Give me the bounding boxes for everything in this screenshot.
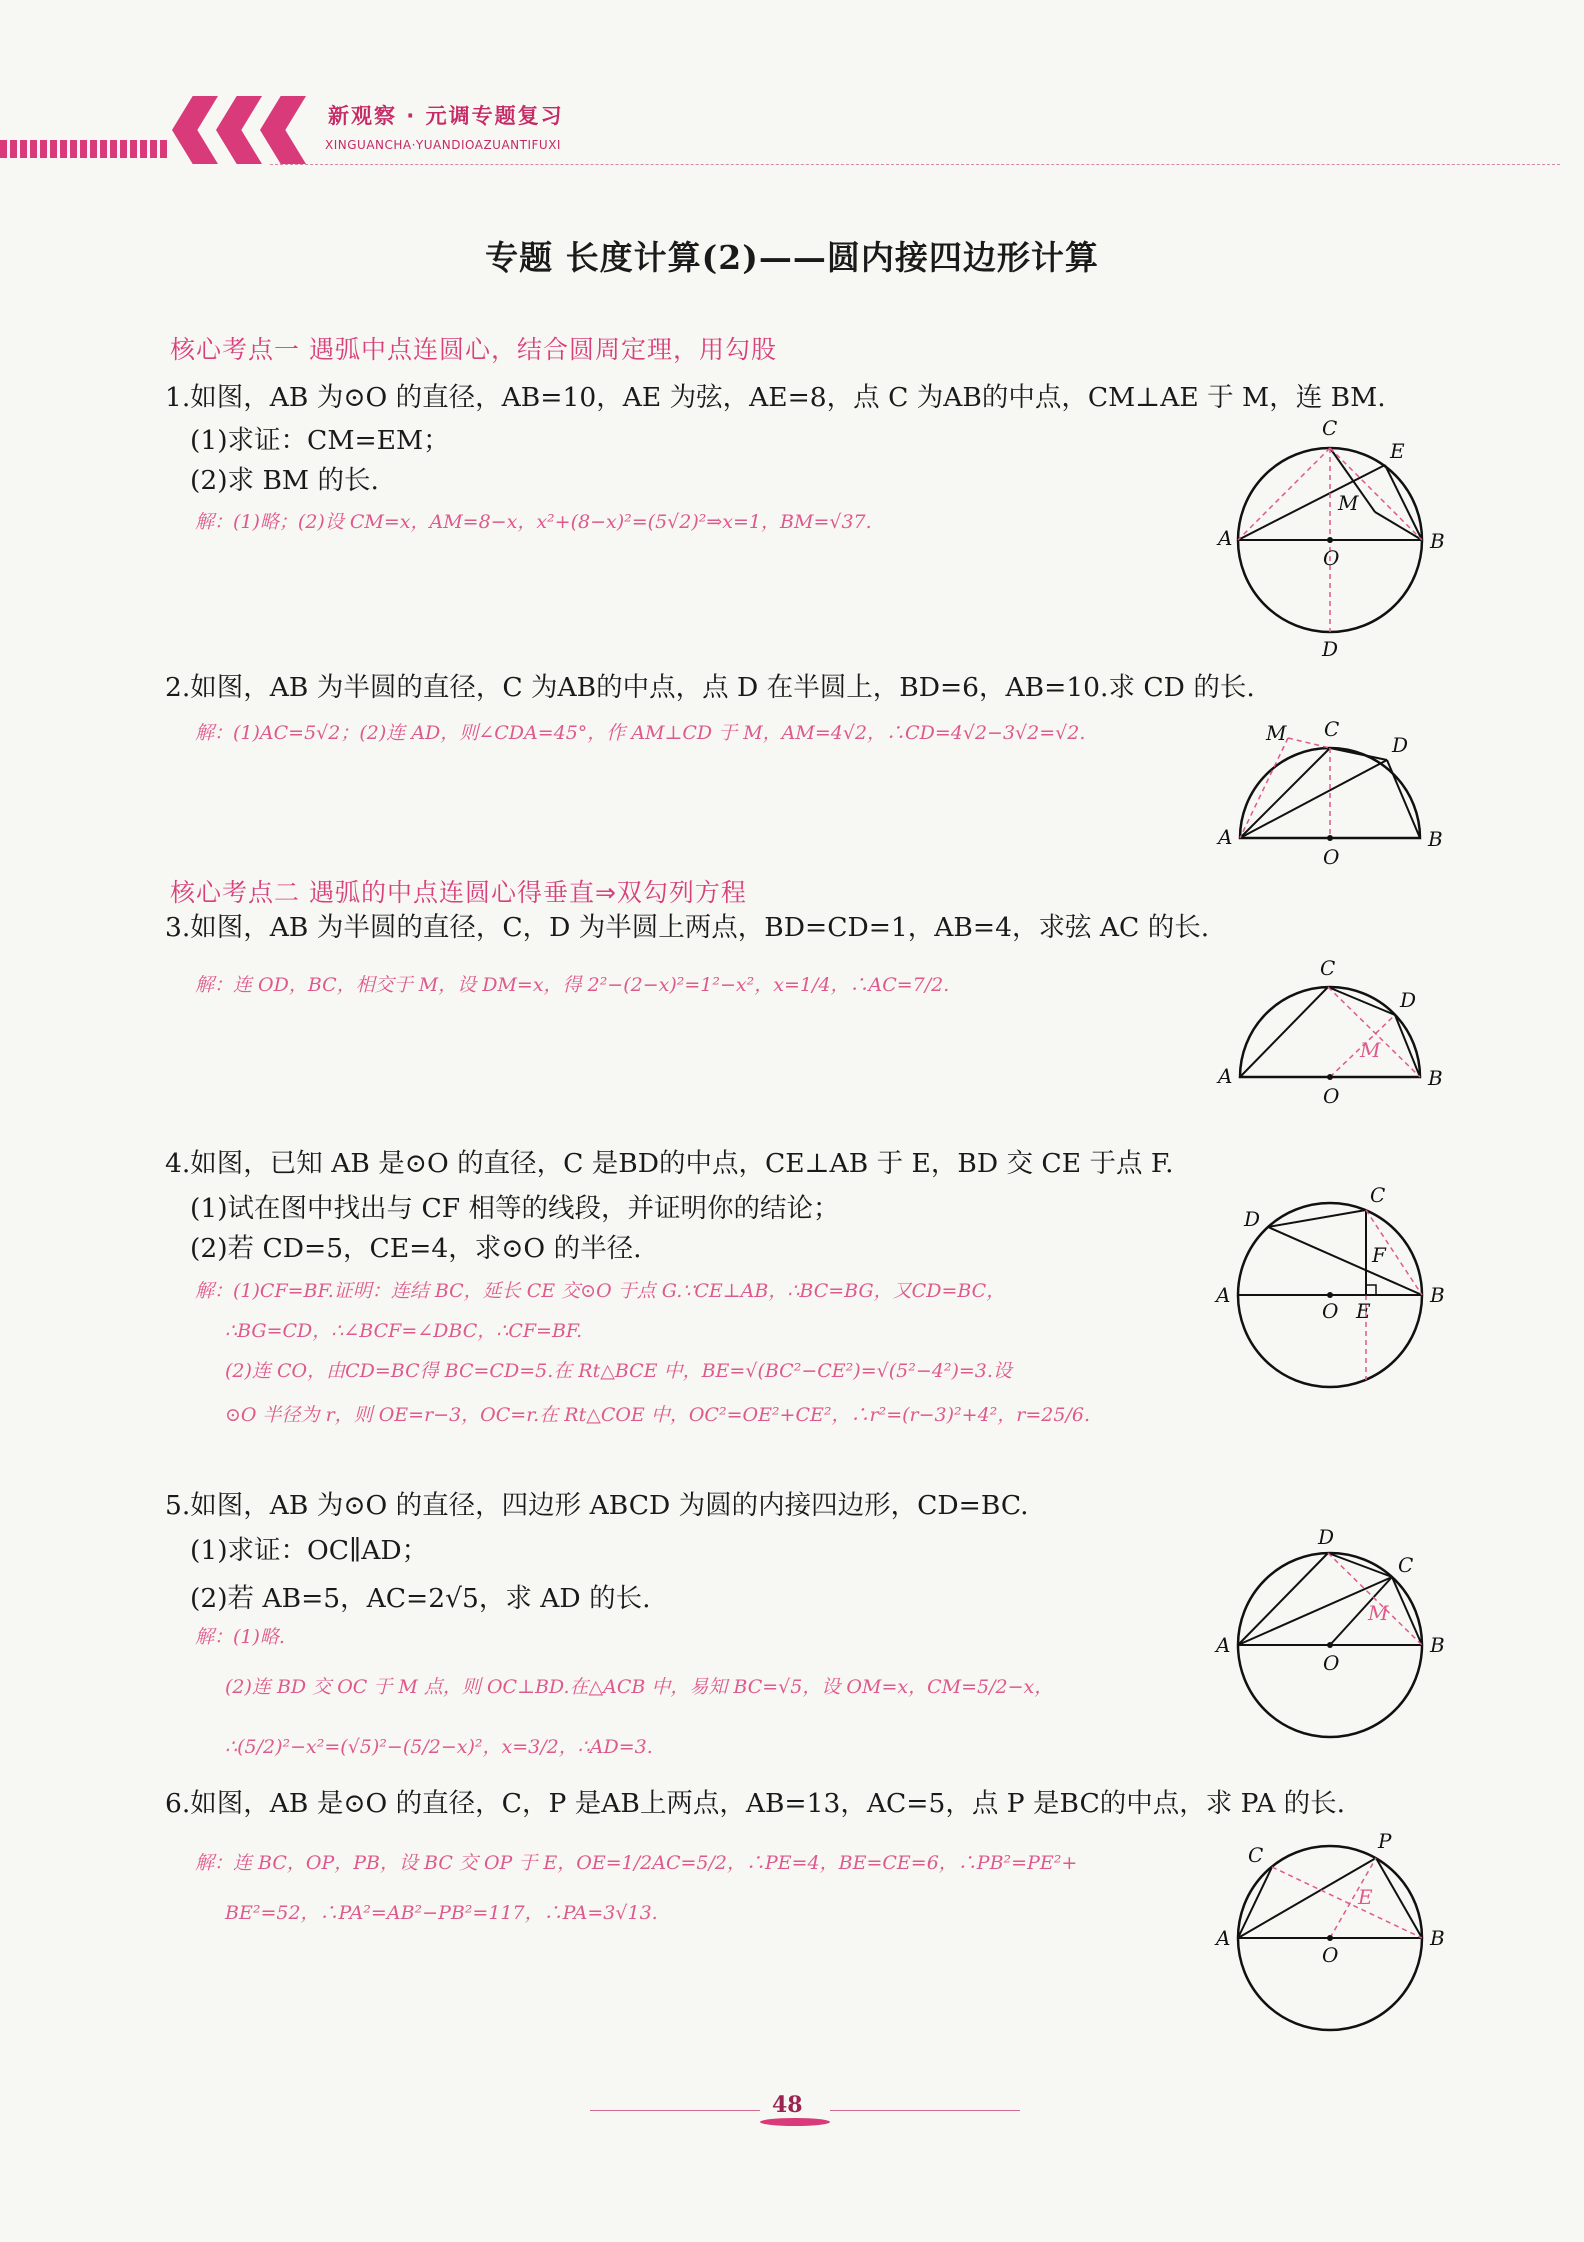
figure-label: O <box>1322 1299 1339 1323</box>
figure-label: M <box>1368 1601 1389 1625</box>
problem-5-solution-line: ∴(5/2)²−x²=(√5)²−(5/2−x)²，x=3/2，∴AD=3. <box>225 1736 653 1758</box>
header-chevron-icon <box>260 96 306 164</box>
footer-rule-right <box>830 2110 1020 2111</box>
problem-2-stem: 2.如图，AB 为半圆的直径，C 为AB的中点，点 D 在半圆上，BD=6，AB=10.求 CD 的长. <box>165 672 1255 703</box>
figure-label: F <box>1372 1243 1386 1267</box>
problem-4-part-1: (1)试在图中找出与 CF 相等的线段，并证明你的结论； <box>190 1193 840 1224</box>
figure-label: D <box>1322 637 1339 661</box>
problem-5-part-1: (1)求证：OC∥AD； <box>190 1535 429 1566</box>
document-title: 专题 长度计算(2)——圆内接四边形计算 <box>485 238 1099 277</box>
figure-label: A <box>1216 1633 1231 1657</box>
problem-6-solution-line: BE²=52，∴PA²=AB²−PB²=117，∴PA=3√13. <box>225 1902 658 1924</box>
figure-label: D <box>1244 1207 1261 1231</box>
page-number: 48 <box>772 2092 803 2118</box>
problem-1-figure <box>1200 400 1460 660</box>
figure-label: B <box>1428 827 1443 851</box>
figure-label: M <box>1338 491 1359 515</box>
figure-label: C <box>1322 416 1338 440</box>
figure-label: C <box>1320 956 1336 980</box>
figure-label: E <box>1358 1885 1373 1909</box>
header-chevron-icon <box>216 96 262 164</box>
problem-4-part-2: (2)若 CD=5，CE=4，求⊙O 的半径. <box>190 1233 642 1264</box>
problem-4-solution-line: ⊙O 半径为 r，则 OE=r−3，OC=r.在 Rt△COE 中，OC²=OE²+CE²，∴r²=(r−3)²+4²，r=25/6. <box>225 1404 1090 1426</box>
header-stripe <box>0 140 170 158</box>
figure-label: B <box>1428 1066 1443 1090</box>
footer-rule-left <box>590 2110 760 2111</box>
figure-label: D <box>1392 733 1409 757</box>
figure-label: D <box>1400 988 1417 1012</box>
problem-3-solution: 解：连 OD，BC，相交于 M，设 DM=x，得 2²−(2−x)²=1²−x²，x=1/4，∴AC=7/2. <box>195 974 950 996</box>
figure-label: O <box>1323 546 1340 570</box>
figure-label: A <box>1216 1926 1231 1950</box>
problem-3-stem: 3.如图，AB 为半圆的直径，C，D 为半圆上两点，BD=CD=1，AB=4，求弦 AC 的长. <box>165 912 1210 943</box>
figure-label: D <box>1318 1525 1335 1549</box>
figure-label: E <box>1356 1299 1371 1323</box>
problem-6-figure <box>1200 1820 1460 2060</box>
problem-5-figure <box>1200 1520 1460 1760</box>
figure-label: B <box>1430 1283 1445 1307</box>
figure-label: O <box>1323 1651 1340 1675</box>
header-chevron-icon <box>172 96 218 164</box>
figure-label: A <box>1218 1064 1233 1088</box>
figure-label: B <box>1430 529 1445 553</box>
figure-label: O <box>1323 845 1340 869</box>
problem-4-solution-line: 解：(1)CF=BF.证明：连结 BC，延长 CE 交⊙O 于点 G.∵CE⊥AB，∴BC=BG，又CD=BC， <box>195 1280 1006 1302</box>
problem-5-part-2: (2)若 AB=5，AC=2√5，求 AD 的长. <box>190 1583 651 1614</box>
problem-5-stem: 5.如图，AB 为⊙O 的直径，四边形 ABCD 为圆的内接四边形，CD=BC. <box>165 1490 1029 1521</box>
figure-label: M <box>1360 1038 1381 1062</box>
problem-2-solution: 解：(1)AC=5√2；(2)连 AD，则∠CDA=45°，作 AM⊥CD 于 M，AM=4√2，∴CD=4√2−3√2=√2. <box>195 722 1086 744</box>
problem-4-solution-line: ∴BG=CD，∴∠BCF=∠DBC，∴CF=BF. <box>225 1320 583 1342</box>
problem-6-solution-line: 解：连 BC，OP，PB，设 BC 交 OP 于 E，OE=1/2AC=5/2，∴PE=4，BE=CE=6，∴PB²=PE²+ <box>195 1852 1078 1874</box>
figure-label: A <box>1218 526 1233 550</box>
figure-label: B <box>1430 1633 1445 1657</box>
figure-label: B <box>1430 1926 1445 1950</box>
footer-swoosh-icon <box>760 2118 830 2126</box>
section-heading-1: 核心考点一 遇弧中点连圆心，结合圆周定理，用勾股 <box>170 335 777 364</box>
problem-5-solution-line: (2)连 BD 交 OC 于 M 点，则 OC⊥BD.在△ACB 中，易知 BC=√5，设 OM=x，CM=5/2−x， <box>225 1676 1054 1698</box>
section-heading-2: 核心考点二 遇弧的中点连圆心得垂直⇒双勾列方程 <box>170 878 747 907</box>
header-divider <box>270 164 1560 165</box>
figure-label: C <box>1248 1843 1264 1867</box>
figure-label: C <box>1370 1183 1386 1207</box>
problem-2-figure <box>1200 700 1460 870</box>
figure-label: C <box>1398 1553 1414 1577</box>
problem-5-solution-line: 解：(1)略. <box>195 1626 285 1648</box>
figure-label: E <box>1390 439 1405 463</box>
figure-label: C <box>1324 717 1340 741</box>
figure-label: P <box>1378 1829 1392 1853</box>
figure-label: O <box>1322 1943 1339 1967</box>
figure-label: A <box>1216 1283 1231 1307</box>
problem-4-stem: 4.如图，已知 AB 是⊙O 的直径，C 是BD的中点，CE⊥AB 于 E，BD 交 CE 于点 F. <box>165 1148 1174 1179</box>
problem-1-solution: 解：(1)略；(2)设 CM=x，AM=8−x，x²+(8−x)²=(5√2)²⇒x=1，BM=√37. <box>195 511 872 533</box>
header-brand: 新观察 · 元调专题复习 <box>328 104 564 128</box>
problem-1-part-2: (2)求 BM 的长. <box>190 465 379 496</box>
figure-label: O <box>1323 1084 1340 1108</box>
figure-label: A <box>1218 825 1233 849</box>
problem-1-part-1: (1)求证：CM=EM； <box>190 425 450 456</box>
problem-6-stem: 6.如图，AB 是⊙O 的直径，C，P 是AB上两点，AB=13，AC=5，点 P 是BC的中点，求 PA 的长. <box>165 1788 1346 1819</box>
figure-label: M <box>1266 721 1287 745</box>
header-brand-pinyin: XINGUANCHA·YUANDIOAZUANTIFUXI <box>325 138 561 152</box>
problem-4-solution-line: (2)连 CO，由CD=BC得 BC=CD=5.在 Rt△BCE 中，BE=√(BC²−CE²)=√(5²−4²)=3.设 <box>225 1360 1012 1382</box>
problem-3-figure <box>1200 945 1460 1115</box>
problem-1-stem: 1.如图，AB 为⊙O 的直径，AB=10，AE 为弦，AE=8，点 C 为AB的中点，CM⊥AE 于 M，连 BM. <box>165 382 1386 413</box>
problem-4-figure <box>1200 1180 1460 1420</box>
